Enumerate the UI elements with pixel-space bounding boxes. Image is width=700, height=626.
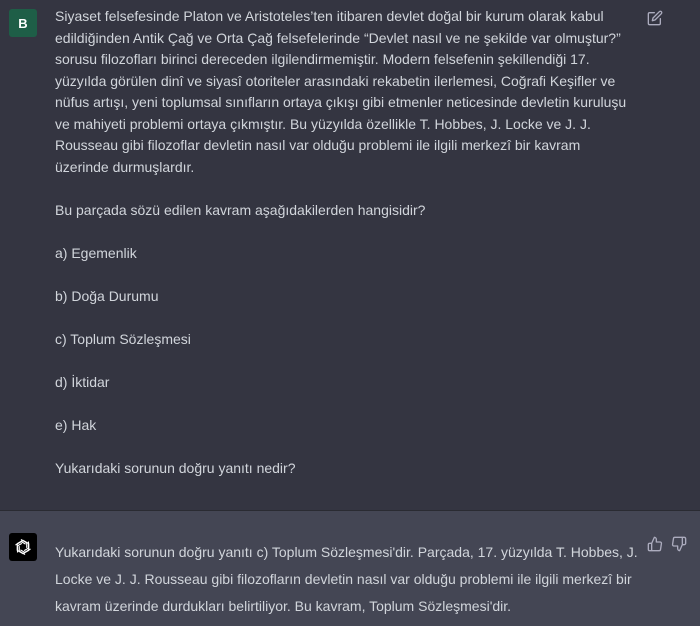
option-e: e) Hak (55, 416, 97, 433)
user-avatar (9, 9, 37, 37)
thumbs-up-icon[interactable] (647, 536, 663, 552)
user-avatar-letter: B (18, 15, 28, 31)
question-paragraph: Siyaset felsefesinde Platon ve Aristoteles’ten itibaren devlet doğal bir kurum olarak kabul edildiğinden Antik Çağ ve Orta Çağ felsefelerinde “Devlet nasıl ve ne şekilde var olmuştur?” sorusu filozofları birinci dereceden ilgilendirmemiştir. Modern felsefenin şekillendiği 17. yüzyılda görülen dinî ve siyasî otoriteler arasındaki rekabetin ilerlemesi, Coğrafi Keşifler ve nüfus artışı, yeni toplumsal sınıfların ortaya çıkışı gibi etmenler neticesinde devletin kuruluşu ve mahiyeti problemi ortaya çıkmıştır. Bu yüzyılda özellikle T. Hobbes, J. Locke ve J. J. Rousseau gibi filozoflar devletin nasıl var olduğu problemi ile ilgili merkezî bir kavram üzerinde durmuşlardır. (55, 8, 627, 175)
assistant-message (0, 511, 700, 626)
closing-question: Yukarıdaki sorunun doğru yanıtı nedir? (55, 459, 296, 476)
option-a: a) Egemenlik (55, 244, 137, 261)
edit-icon[interactable] (647, 10, 663, 26)
user-message-text (55, 6, 635, 479)
option-b: b) Doğa Durumu (55, 287, 159, 304)
question-prompt: Bu parçada sözü edilen kavram aşağıdakilerden hangisidir? (55, 201, 426, 218)
thumbs-down-icon[interactable] (671, 536, 687, 552)
option-c: c) Toplum Sözleşmesi (55, 330, 191, 347)
option-d: d) İktidar (55, 373, 110, 390)
openai-logo-icon (9, 533, 37, 561)
assistant-message-text: Yukarıdaki sorunun doğru yanıtı c) Toplum Sözleşmesi'dir. Parçada, 17. yüzyılda T. Hobbes, J. Locke ve J. J. Rousseau gibi filozofların devletin nasıl var olduğu problemi ile ilgili merkezî bir kavram üzerinde durdukları belirtiliyor. Bu kavram, Toplum Sözleşmesi'dir. (55, 544, 638, 614)
